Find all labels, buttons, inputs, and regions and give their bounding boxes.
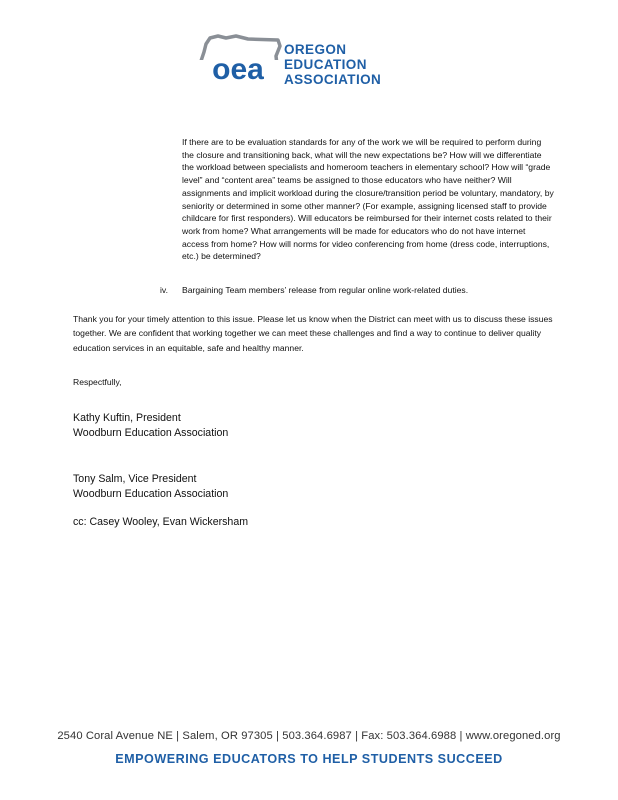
closing: Respectfully, [73, 377, 122, 387]
oea-logo [192, 34, 422, 106]
list-item-text: Bargaining Team members’ release from regular online work-related duties. [182, 285, 469, 295]
oregon-outline-icon [192, 34, 284, 94]
signature-org: Woodburn Education Association [73, 426, 229, 439]
signature-name-title: Kathy Kuftin, President [73, 412, 181, 424]
org-name-line: EDUCATION [284, 57, 367, 72]
thanks-paragraph: Thank you for your timely attention to this issue. Please let us know when the District can meet with us to discuss these issues together. We are confident that working together we can meet these challenges and find a way to continue to deliver quality education services in an equitable, safe and healthy manner. [73, 314, 553, 353]
signature-block [73, 411, 228, 440]
oea-logo-mark: oea [212, 53, 264, 86]
indented-paragraph: If there are to be evaluation standards for any of the work we will be required to perform during the closure and transitioning back, what will the new expectations be? How will we differentiate the workload between specialists and homeroom teachers in elementary school? How will “grade level” and “content area” teams be assigned to those educators who have neither? Will assignments and implicit workload during the closure/transition period be voluntary, mandatory, by seniority or determined in some other manner? (For example, assigning licensed staff to provide childcare for first responders). Will educators be reimbursed for their internet costs related to their work from home? What arrangements will be made for educators who do not have internet access from home? How will norms for video conferencing from home (dress code, interruptions, etc.) be determined? [182, 137, 554, 262]
signature-org: Woodburn Education Association [73, 487, 229, 500]
signature-name-title: Tony Salm, Vice President [73, 473, 197, 485]
signature-block [73, 472, 228, 501]
cc-line: cc: Casey Wooley, Evan Wickersham [73, 516, 249, 528]
org-name [284, 42, 381, 87]
org-name-line: ASSOCIATION [284, 72, 382, 87]
list-item-number: iv. [160, 285, 168, 295]
footer-address: 2540 Coral Avenue NE | Salem, OR 97305 | 503.364.6987 | Fax: 503.364.6988 | www.oregoned.org [57, 730, 561, 742]
org-name-line: OREGON [284, 42, 347, 57]
list-item [160, 284, 560, 296]
footer-tagline: EMPOWERING EDUCATORS TO HELP STUDENTS SUCCEED [115, 752, 503, 766]
